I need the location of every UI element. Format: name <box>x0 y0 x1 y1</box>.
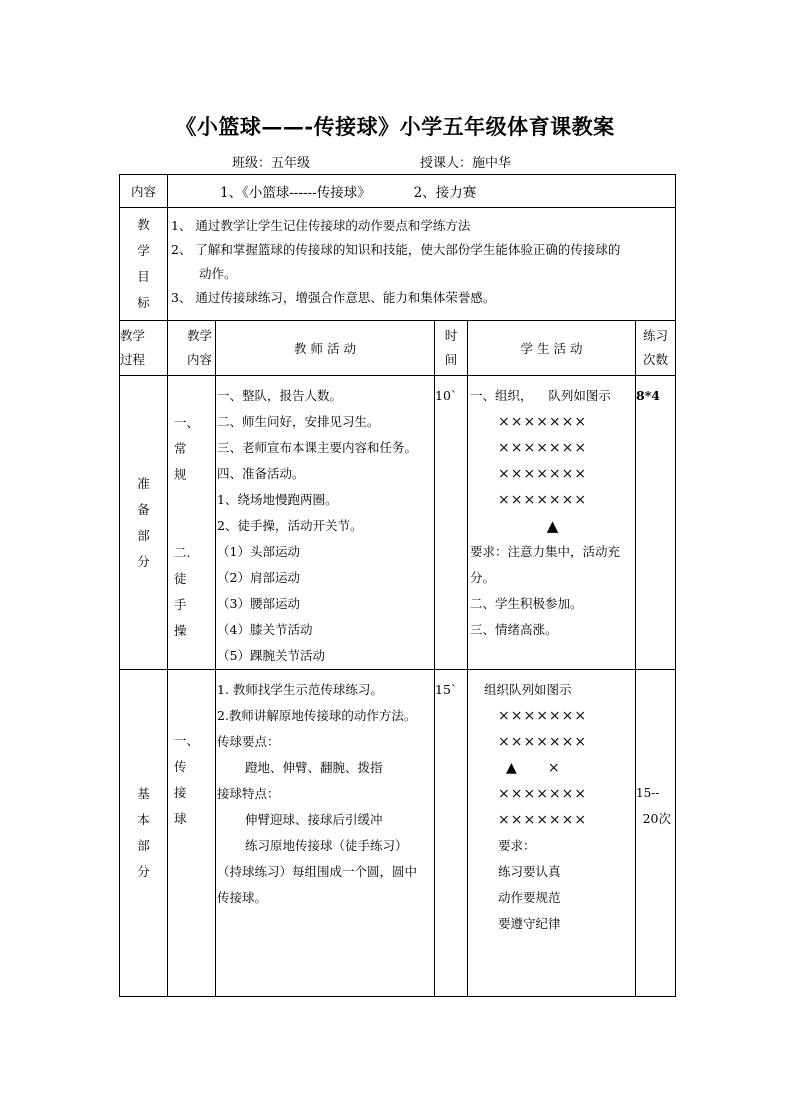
content-text: 1、《小篮球------传接球》 2、接力赛 <box>168 175 676 208</box>
header-process: 教学 过程 <box>120 321 168 376</box>
objective-1: 1、 通过教学让学生记住传接球的动作要点和学练方法 <box>171 218 471 233</box>
basic-row <box>120 670 676 997</box>
teacher-info: 授课人：施中华 <box>420 156 512 171</box>
prep-teacher: 一、整队，报告人数。 二、师生问好，安排见习生。 三、老师宣布本课主要内容和任务。 四、准备活动。 1、绕场地慢跑两圈。 2、徒手操，活动开关节。 （1）头部运动 （2）肩部运动 （3）腰部运动 （4）膝关节活动 （5）踝腕关节活动 <box>216 376 435 670</box>
prep-content: 一、 常 规 二. 徒 手 操 <box>168 376 216 670</box>
objective-2: 2、 了解和掌握篮球的传接球的知识和技能，使大部份学生能体验正确的传接球的 <box>171 242 621 257</box>
basic-content: 一、 传 接 球 <box>168 670 216 997</box>
header-row <box>120 321 676 376</box>
page-title: 《小篮球——-传接球》小学五年级体育课教案 <box>175 114 615 139</box>
prep-time: 10` <box>435 376 468 670</box>
header-student: 学 生 活 动 <box>468 321 636 376</box>
header-content: 教学 内容 <box>168 321 216 376</box>
objectives-label: 教 学 目 标 <box>120 208 168 321</box>
prep-student: 一、组织， 队列如图示 ××××××× ××××××× ××××××× ××××××× ▲ 要求：注意力集中，活动充 分。 二、学生积极参加。 三、情绪高涨。 <box>468 376 636 670</box>
header-teacher: 教 师 活 动 <box>216 321 435 376</box>
basic-teacher: 1. 教师找学生示范传球练习。 2.教师讲解原地传接球的动作方法。 传球要点： 蹬地、伸臂、翻腕、拨指 接球特点： 伸臂迎球、接球后引缓冲 练习原地传接球（徒手练习） （持球练习）每组围成一个圆，圆中 传接球。 <box>216 670 435 997</box>
lesson-plan-table <box>119 174 676 997</box>
basic-time: 15` <box>435 670 468 997</box>
header-reps: 练习 次数 <box>636 321 676 376</box>
class-info: 班级：五年级 <box>232 156 311 171</box>
content-label: 内容 <box>120 175 168 208</box>
objective-3: 3、 通过传接球练习，增强合作意思、能力和集体荣誉感。 <box>171 290 496 305</box>
teacher-position-icon: ▲ <box>546 517 559 535</box>
content-row <box>120 175 676 208</box>
objectives-row <box>120 208 676 321</box>
prep-label: 准 备 部 分 <box>120 376 168 670</box>
header-time: 时 间 <box>435 321 468 376</box>
basic-student: 组织队列如图示 ××××××× ××××××× ▲ × ××××××× ××××××× 要求： 练习要认真 动作要规范 要遵守纪律 <box>468 670 636 997</box>
prep-row <box>120 376 676 670</box>
objective-2-cont: 动作。 <box>199 266 237 281</box>
prep-reps: 8*4 <box>636 376 676 670</box>
basic-reps: 15-- 20次 <box>636 670 676 997</box>
objectives-list <box>168 208 676 321</box>
basic-label: 基 本 部 分 <box>120 670 168 997</box>
